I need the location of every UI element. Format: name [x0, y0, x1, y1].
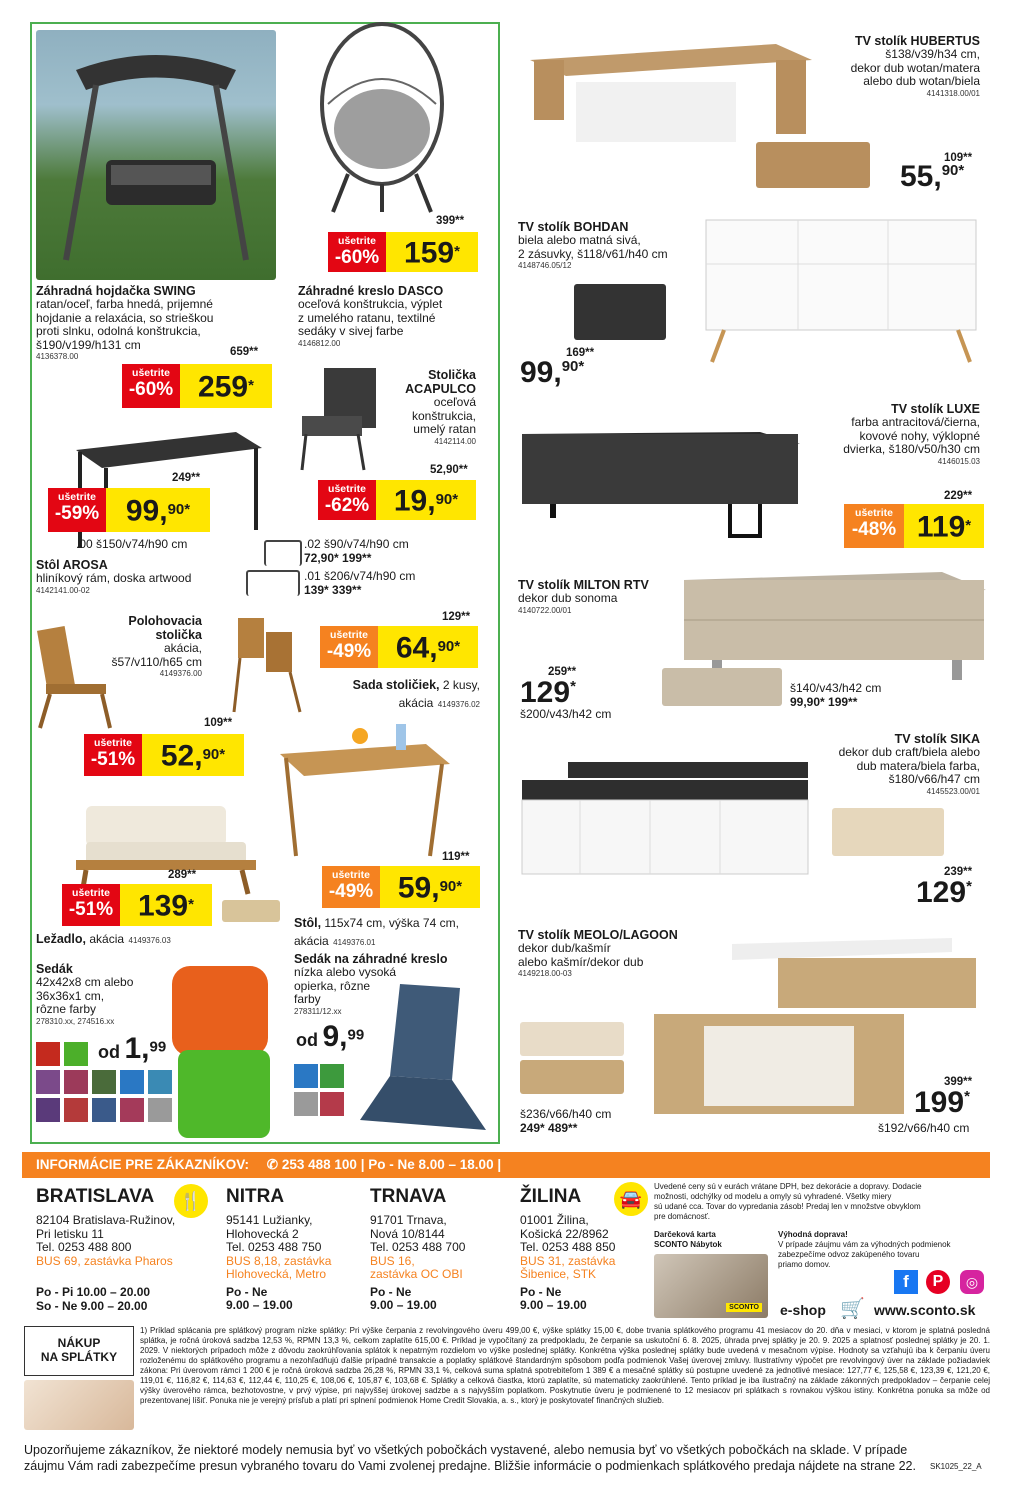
- dasco-discount-badge: [328, 232, 386, 272]
- gift-card-title-1: Darčeková karta: [654, 1230, 716, 1239]
- info-phone[interactable]: 253 488 100: [281, 1157, 357, 1172]
- footer-note-1: Upozorňujeme zákazníkov, že niektoré modely nemusia byť vo všetkých pobočkách vystavené, alebo nemusia byť vo všetkých pobočkách na sklade. V prípade: [24, 1443, 908, 1457]
- arosa-price-sup: 90*: [167, 501, 191, 518]
- sika-price: [916, 876, 972, 910]
- acapulco-price-main: 19,: [393, 484, 436, 518]
- meolo-dim-main: š192/v66/h40 cm: [878, 1121, 970, 1135]
- swing-desc-1: ratan/oceľ, farba hnedá, prijemné: [36, 297, 213, 311]
- store-bus-2: zastávka OC OBI: [370, 1267, 463, 1281]
- reclining-desc-1: akácia,: [163, 641, 202, 655]
- wooden-table-code: 4149376.01: [333, 938, 376, 947]
- acapulco-desc-1: oceľová: [433, 395, 476, 409]
- sika-price-main: 129: [916, 876, 967, 909]
- milton-title: TV stolík MILTON RTV: [518, 578, 649, 592]
- swing-price-main: 259: [198, 370, 249, 404]
- lounger-title: Ležadlo,: [36, 932, 87, 946]
- store-bus-2: Hlohovecká, Metro: [226, 1267, 327, 1281]
- color-swatch: [92, 1098, 116, 1122]
- reclining-price: [142, 734, 244, 776]
- store-hours-1: Po - Pi 10.00 – 20.00: [36, 1285, 151, 1299]
- swing-title: Záhradná hojdačka SWING: [36, 284, 196, 298]
- acapulco-price: [376, 480, 476, 520]
- wooden-table-photo: [276, 724, 452, 858]
- acapulco-desc-2: konštrukcia,: [411, 408, 476, 423]
- luxe-desc-3: dvierka, š180/v50/h30 cm: [843, 442, 980, 456]
- acapulco-title-2: ACAPULCO: [405, 382, 476, 396]
- wooden-table-save-pct: -49%: [328, 881, 374, 902]
- store-bus-1: BUS 31, zastávka: [520, 1253, 616, 1268]
- gift-card-logo: SCONTO: [726, 1303, 762, 1312]
- family-photo: [24, 1380, 134, 1430]
- bohdan-white-photo: [704, 218, 978, 364]
- price-note-4: pre domácnosť.: [654, 1212, 710, 1221]
- swing-price: [180, 364, 272, 408]
- sika-desc-1: dekor dub craft/biela alebo: [838, 745, 980, 759]
- meolo-desc-2: alebo kašmír/dekor dub: [518, 954, 644, 969]
- acapulco-save-label: ušetrite: [328, 483, 366, 495]
- reclining-price-sup: 90*: [202, 746, 226, 763]
- installment-button[interactable]: [24, 1326, 134, 1376]
- arosa-long-table-icon: [246, 570, 300, 596]
- milton-dim-main: š200/v43/h42 cm: [520, 707, 612, 721]
- arosa-small-table-icon: [264, 540, 302, 566]
- price-note-1: Uvedené ceny sú v eurách vrátane DPH, bez dekorácie a dopravy. Dodacie: [654, 1182, 922, 1191]
- milton-price-main: 129: [520, 676, 571, 709]
- luxe-desc-2: kovové nohy, výklopné: [859, 428, 980, 443]
- wooden-table-price-main: 59,: [397, 871, 440, 905]
- reclining-code: 4149376.00: [159, 669, 202, 678]
- acapulco-save-pct: -62%: [324, 495, 370, 516]
- color-swatch: [120, 1070, 144, 1094]
- car-icon: 🚘: [614, 1182, 648, 1216]
- luxe-save-pct: -48%: [851, 519, 897, 540]
- meolo-small-price: 249* 489**: [520, 1121, 578, 1135]
- info-separator: |: [360, 1157, 365, 1172]
- lounger-code: 4149376.03: [128, 936, 171, 945]
- bohdan-price-main: 99,: [520, 356, 562, 389]
- arosa-variant-01-price: 139* 339**: [304, 583, 362, 597]
- milton-code: 4140722.00/01: [518, 605, 572, 615]
- chair-set-desc: akácia: [398, 696, 434, 710]
- arosa-variant-00: .00 š150/v74/h90 cm: [76, 537, 188, 551]
- bohdan-desc-2: 2 zásuvky, š118/v61/h40 cm: [518, 246, 668, 261]
- acapulco-desc-3: umelý ratan: [413, 422, 476, 436]
- dasco-price-main: 159: [404, 236, 455, 270]
- store-city: ŽILINA: [520, 1186, 582, 1207]
- wooden-table-desc-2: akácia: [294, 934, 329, 948]
- cushion-price-main: 1,: [124, 1032, 150, 1065]
- acapulco-price-sup: 90*: [435, 491, 459, 508]
- hubertus-price: [900, 160, 964, 194]
- meolo-price-star: *: [964, 1088, 970, 1105]
- arosa-save-label: ušetrite: [58, 491, 96, 503]
- bohdan-code: 4148746.05/12: [518, 261, 572, 270]
- dasco-old-price: 399**: [436, 215, 465, 227]
- loan-terms: 1) Príklad splácania pre splátkový program nízke splátky: Pri výške čerpania z revolvingového úveru 499,00 €, výške splátky 15,00 €, dobe trvania splátkového programu 41 mesiacov do 20. dňa v mesiaci, v ktorom je splatná posledná splátka, je ročná úroková sadzba 12,53 %, RPMN 13,3 %, celkom zaplatíte 615,00 €. Príklad je vypočítaný za predpokladu, že čerpanie sa uskutoční 6. 8. 2025, úhrada prvej splátky je 20. 9. 2025 a splatnosť poslednej splátky je 20. 1. 2029. V niektorých prípadoch môže z dôvodu zaokrúhľovania splátok k nepatrným rozdielom vo výške poslednej splátky. Konkrétna výška poslednej splátky bude uvedená v mesačnom výpise. Hodnoty sa vzťahujú iba k čerpaniu úveru rozloženému do splátkového programu a nezohľadňujú ďalšie prípadné transakcie a poplatky splátkové štandardným spôsobom podľa podmienok Vašej úverovej zmluvy. Ilustratívny výpočet pre revolvingový úver na základe požiadaviek zákona: Pri úverovom rámci 1 200 € je ročná úroková sadzba 26,28 %, RPMN 33,1 %, celková suma splatná spotrebiteľom 1 389 € a mesačné splátky sú postupne uvedené za jednotlivé mesiace: 127,77 €, 125,58 €, 123,39 €, 121,20 €, 119,01 €, 116,82 €, 114,63 €, 112,44 €, 110,25 €, 108,06 €, 105,87 €, 103,68 €. Splátky a celková čiastka, ktorú zaplatíte, sú matematicky zaokrúhlené. Tento príklad je iba ilustračný na základe zákonných predpokladov – čerpanie celej výšky úverového rámca, bezhotovostne, v prvý výpise, pri najvyššej úrokovej sadzbe a s najvyšším poplatkom. Poskytnutie úveru je podmienené to 12 mesiacov pri splátkach s rovnakou výškou istiny. Konkrétna ponuka sa môže od prezentovanej líšiť. Ponuka nie je verejný prísľub a platí pri splnení podmienok Home Credit Slovakia, a. s., ktorý je poskytovateľ finančných služieb.: [140, 1326, 990, 1405]
- color-swatch: [120, 1098, 144, 1122]
- transport-text-2: zabezpečíme odvoz zakúpeného tovaru: [778, 1250, 920, 1259]
- cushion-price-sup: 99: [149, 1038, 167, 1056]
- arosa-desc: hliníkový rám, doska artwood: [36, 571, 192, 585]
- lounger-discount-badge: [62, 884, 120, 926]
- arosa-variant-02: .02 š90/v74/h90 cm: [304, 537, 409, 551]
- chair-set-old-price: 129**: [442, 611, 471, 623]
- pad-swatch: [294, 1064, 318, 1088]
- color-swatch: [92, 1070, 116, 1094]
- transport-info: [778, 1230, 984, 1270]
- chair-pad-price-sup: 99: [347, 1026, 365, 1044]
- chair-pad-price-main: 9,: [322, 1020, 348, 1053]
- swing-save-label: ušetrite: [132, 367, 170, 379]
- hubertus-alt-photo: [756, 142, 870, 188]
- chair-set-save-label: ušetrite: [330, 629, 368, 641]
- meolo-code: 4149218.00-03: [518, 969, 572, 978]
- color-swatch: [36, 1098, 60, 1122]
- gift-card-image: [654, 1254, 768, 1318]
- price-note: [654, 1182, 984, 1222]
- chair-pad-desc-3: farby: [294, 992, 321, 1006]
- sika-title: TV stolík SIKA: [894, 732, 980, 746]
- meolo-small-photo-2: [520, 1060, 624, 1094]
- sika-code: 4145523.00/01: [926, 786, 980, 796]
- wooden-table-discount-badge: [322, 866, 380, 908]
- info-hours: Po - Ne 8.00 – 18.00: [368, 1157, 494, 1172]
- arosa-price: [106, 488, 210, 532]
- orange-cushion-photo: [172, 966, 268, 1056]
- meolo-price-main: 199: [914, 1086, 965, 1119]
- reclining-title-2: stolička: [155, 628, 202, 642]
- swing-save-pct: -60%: [128, 379, 174, 400]
- phone-icon: ✆: [266, 1157, 279, 1172]
- luxe-photo: [520, 428, 802, 538]
- page-code: SK1025_22_A: [930, 1462, 982, 1471]
- chair-set-code: 4149376.02: [437, 700, 480, 709]
- milton-small-photo: [662, 668, 782, 706]
- dasco-desc-2: z umelého ratanu, textilné: [298, 310, 436, 325]
- store-address-2: Košická 22/8962: [520, 1226, 609, 1241]
- store-address-1: 91701 Trnava,: [370, 1213, 447, 1227]
- reclining-old-price: 109**: [204, 717, 233, 729]
- color-swatch: [148, 1070, 172, 1094]
- chair-pad-desc-1: nízka alebo vysoká: [294, 965, 397, 979]
- store-nitra: [226, 1186, 366, 1313]
- bohdan-old-price: 169**: [566, 347, 595, 359]
- milton-old-price: 259**: [548, 666, 577, 678]
- chair-set-price-sup: 90*: [437, 638, 461, 655]
- sika-price-star: *: [966, 878, 972, 895]
- info-bar-label: INFORMÁCIE PRE ZÁKAZNÍKOV:: [36, 1157, 250, 1172]
- chair-pad-desc-2: opierka, rôzne: [294, 978, 371, 993]
- wooden-table-title: Stôl,: [294, 916, 322, 930]
- swing-desc-2: hojdanie a relaxácia, so strieškou: [36, 310, 214, 325]
- swing-old-price: 659**: [230, 346, 259, 358]
- acapulco-code: 4142114.00: [434, 436, 476, 446]
- price-note-2: možnosti, odchýlky od modelu a omyly sú vyhradené. Všetky miery: [654, 1192, 892, 1201]
- hubertus-price-main: 55,: [900, 160, 942, 193]
- color-swatch: [36, 1070, 60, 1094]
- color-swatch: [64, 1042, 88, 1066]
- footer-note: [24, 1442, 944, 1474]
- restaurant-icon: 🍴: [174, 1184, 208, 1218]
- store-address-2: Pri letisku 11: [36, 1226, 104, 1241]
- store-hours-1: Po - Ne: [520, 1284, 562, 1299]
- dasco-save-label: ušetrite: [338, 235, 376, 247]
- bohdan-title: TV stolík BOHDAN: [518, 220, 629, 234]
- luxe-old-price: 229**: [944, 490, 973, 502]
- dasco-save-pct: -60%: [334, 247, 380, 268]
- swing-desc-4: š190/v199/h131 cm: [36, 337, 141, 352]
- dasco-price-star: *: [454, 243, 460, 260]
- arosa-variant-01: .01 š206/v74/h90 cm: [304, 569, 416, 583]
- customer-info-bar: [22, 1152, 990, 1178]
- luxe-price-main: 119: [916, 510, 966, 544]
- chair-set-save-pct: -49%: [326, 641, 372, 662]
- arosa-save-pct: -59%: [54, 503, 100, 524]
- milton-price-star: *: [570, 678, 576, 695]
- pad-swatch: [320, 1092, 344, 1116]
- wooden-table-price-sup: 90*: [439, 878, 463, 895]
- gift-card-title-2: SCONTO Nábytok: [654, 1240, 722, 1249]
- store-city: BRATISLAVA: [36, 1186, 155, 1207]
- store-hours-2: So - Ne 9.00 – 20.00: [36, 1298, 148, 1313]
- store-city: NITRA: [226, 1186, 285, 1207]
- eshop-label: e-shop: [780, 1302, 826, 1318]
- arosa-variant-02-price: 72,90* 199**: [304, 551, 372, 565]
- cart-icon: 🛒: [840, 1298, 865, 1320]
- milton-dim-small: š140/v43/h42 cm: [790, 681, 882, 695]
- arosa-price-main: 99,: [125, 494, 168, 528]
- lounger-save-pct: -51%: [68, 899, 114, 920]
- sika-alt-photo: [832, 808, 944, 856]
- chair-set-price: [378, 626, 478, 668]
- dasco-desc-3: sedáky v sivej farbe: [298, 324, 404, 338]
- color-swatch: [36, 1042, 60, 1066]
- bohdan-price-sup: 90*: [561, 358, 585, 375]
- store-hours-2: 9.00 – 19.00: [520, 1298, 587, 1312]
- bohdan-desc-1: biela alebo matná sivá,: [518, 233, 641, 247]
- acapulco-chair-photo: [294, 366, 384, 472]
- footer-note-2: záujmu Vám radi zabezpečíme presun vybraného tovaru do Vami zvolenej predajne. Bližšie informácie o podmienkach splátkového predaja nájdete na strane 22.: [24, 1459, 916, 1473]
- wooden-table-save-label: ušetrite: [332, 869, 370, 881]
- info-separator-2: |: [497, 1157, 502, 1172]
- acapulco-discount-badge: [318, 480, 376, 520]
- swing-code: 4136378.00: [36, 352, 79, 361]
- luxe-discount-badge: [844, 504, 904, 548]
- luxe-save-label: ušetrite: [855, 507, 893, 519]
- hubertus-desc-1: š138/v39/h34 cm,: [885, 47, 980, 61]
- chair-pad-photo: [340, 980, 490, 1140]
- meolo-dim-small: š236/v66/h40 cm: [520, 1107, 612, 1121]
- store-trnava: [370, 1186, 510, 1313]
- store-hours-2: 9.00 – 19.00: [226, 1298, 293, 1312]
- color-swatch: [148, 1098, 172, 1122]
- color-swatch: [64, 1098, 88, 1122]
- store-address-2: Nová 10/8144: [370, 1226, 445, 1241]
- chair-set-price-main: 64,: [395, 631, 438, 665]
- hubertus-title: TV stolík HUBERTUS: [854, 34, 980, 48]
- hubertus-desc-2: dekor dub wotan/matera: [850, 60, 980, 75]
- store-phone: Tel. 0253 488 700: [370, 1240, 466, 1254]
- reclining-price-main: 52,: [160, 739, 203, 773]
- reclining-save-pct: -51%: [90, 749, 136, 770]
- installment-button-line-2: NA SPLÁTKY: [40, 1350, 118, 1364]
- store-bus-1: BUS 8,18, zastávka: [226, 1253, 332, 1268]
- cushion-title: Sedák: [36, 962, 73, 976]
- store-phone: Tel. 0253 488 850: [520, 1240, 616, 1254]
- chair-set-discount-badge: [320, 626, 378, 668]
- chair-set-title-2: 2 kusy,: [439, 678, 480, 692]
- lounger-small-photo: [222, 900, 280, 922]
- store-address-2: Hlohovecká 2: [226, 1226, 299, 1241]
- luxe-desc-1: farba antracitová/čierna,: [851, 415, 980, 429]
- meolo-desc-1: dekor dub/kašmír: [518, 941, 611, 955]
- lounger-desc: akácia: [86, 932, 125, 946]
- hubertus-old-price: 109**: [944, 152, 973, 164]
- store-address-1: 82104 Bratislava-Ružinov,: [36, 1213, 176, 1227]
- transport-title: Výhodná doprava!: [778, 1230, 848, 1239]
- chair-pad-od: od: [296, 1030, 318, 1050]
- hubertus-photo: [526, 40, 814, 156]
- store-phone: Tel. 0253 488 800: [36, 1240, 132, 1254]
- meolo-small-photo-1: [520, 1022, 624, 1056]
- installment-button-line-1: NÁKUP: [57, 1336, 101, 1350]
- store-hours-1: Po - Ne: [226, 1284, 268, 1299]
- sika-desc-2: dub matera/biela farba,: [856, 758, 980, 773]
- swing-photo: [36, 30, 276, 280]
- milton-small-price: 99,90* 199**: [790, 695, 858, 709]
- store-address-1: 95141 Lužianky,: [226, 1213, 313, 1227]
- lounger-save-label: ušetrite: [72, 887, 110, 899]
- store-phone: Tel. 0253 488 750: [226, 1240, 322, 1254]
- cushion-od: od: [98, 1042, 120, 1062]
- wooden-table-desc: 115x74 cm, výška 74 cm,: [321, 916, 459, 930]
- lounger-price-main: 139: [138, 889, 189, 923]
- pad-swatch: [320, 1064, 344, 1088]
- milton-price: [520, 676, 576, 710]
- bohdan-price: [520, 356, 584, 390]
- cushion-desc-2: 36x36x1 cm,: [36, 988, 105, 1003]
- sika-desc-3: š180/v66/h47 cm: [888, 772, 980, 786]
- luxe-code: 4146015.03: [937, 456, 980, 466]
- chair-set-title: Sada stoličiek,: [352, 678, 440, 692]
- cushion-desc-1: 42x42x8 cm alebo: [36, 975, 134, 989]
- meolo-old-price: 399**: [944, 1076, 973, 1088]
- store-hours-2: 9.00 – 19.00: [370, 1298, 437, 1312]
- luxe-title: TV stolík LUXE: [891, 402, 980, 416]
- chair-pad-code: 278311/12.xx: [294, 1006, 342, 1016]
- meolo-title: TV stolík MEOLO/LAGOON: [518, 928, 678, 942]
- facebook-icon[interactable]: f: [894, 1270, 918, 1294]
- wooden-table-old-price: 119**: [442, 851, 470, 863]
- store-address-1: 01001 Žilina,: [520, 1213, 589, 1227]
- price-note-3: sú udané cca. Tovar do vypredania zásob! Predaj len v množstve obvyklom: [654, 1202, 921, 1211]
- chair-set-photo: [230, 614, 306, 714]
- sika-photo: [520, 760, 810, 876]
- reclining-title-1: Polohovacia: [128, 614, 202, 628]
- transport-text-3: priamo domov.: [778, 1260, 831, 1269]
- reclining-desc-2: š57/v110/h65 cm: [111, 654, 202, 669]
- lounger-price-star: *: [188, 896, 194, 913]
- cushion-code: 278310.xx, 274516.xx: [36, 1016, 115, 1026]
- instagram-icon[interactable]: ◎: [960, 1270, 984, 1294]
- gift-card-title: [654, 1230, 722, 1250]
- acapulco-old-price: 52,90**: [430, 464, 468, 476]
- hubertus-code: 4141318.00/01: [926, 88, 980, 98]
- dasco-desc-1: oceľová konštrukcia, výplet: [298, 297, 443, 311]
- arosa-old-price: 249**: [172, 472, 201, 484]
- pad-swatch: [294, 1092, 318, 1116]
- lounger-price: [120, 884, 212, 926]
- color-swatch: [64, 1070, 88, 1094]
- wooden-table-price: [380, 866, 480, 908]
- meolo-price: [914, 1086, 970, 1120]
- lounger-photo: [66, 786, 262, 896]
- acapulco-title-1: Stolička: [428, 368, 476, 382]
- store-bus-2: Šibenice, STK: [520, 1267, 597, 1281]
- dasco-code: 4146812.00: [298, 338, 341, 348]
- store-bus: BUS 69, zastávka Pharos: [36, 1253, 173, 1268]
- transport-text-1: V prípade záujmu vám za výhodných podmienok: [778, 1240, 951, 1249]
- green-cushion-photo: [178, 1050, 270, 1138]
- sika-old-price: 239**: [944, 866, 973, 878]
- store-bus-1: BUS 16,: [370, 1253, 415, 1268]
- luxe-price-star: *: [965, 517, 972, 534]
- arosa-discount-badge: [48, 488, 106, 532]
- dasco-title: Záhradné kreslo DASCO: [298, 284, 444, 298]
- pinterest-icon[interactable]: P: [926, 1270, 950, 1294]
- milton-desc: dekor dub sonoma: [518, 591, 618, 605]
- arosa-title: Stôl AROSA: [36, 558, 108, 572]
- reclining-save-label: ušetrite: [94, 737, 132, 749]
- website-link[interactable]: www.sconto.sk: [874, 1302, 976, 1318]
- store-hours-1: Po - Ne: [370, 1284, 412, 1299]
- swing-price-star: *: [248, 377, 254, 394]
- swing-discount-badge: [122, 364, 180, 408]
- chair-pad-title: Sedák na záhradné kreslo: [294, 952, 448, 966]
- luxe-price: [904, 504, 984, 548]
- dasco-price: [386, 232, 478, 272]
- dasco-chair-photo: [308, 14, 456, 214]
- hubertus-desc-3: alebo dub wotan/biela: [863, 74, 980, 88]
- cushion-price: [98, 1032, 166, 1066]
- arosa-code: 4142141.00-02: [36, 585, 90, 595]
- cushion-desc-3: rôzne farby: [36, 1002, 97, 1016]
- swing-desc-3: proti slnku, odolná konštrukcia,: [36, 324, 201, 338]
- lounger-old-price: 289**: [168, 869, 197, 881]
- bohdan-grey-photo: [574, 284, 666, 340]
- hubertus-price-sup: 90*: [941, 162, 965, 179]
- reclining-discount-badge: [84, 734, 142, 776]
- store-city: TRNAVA: [370, 1186, 447, 1207]
